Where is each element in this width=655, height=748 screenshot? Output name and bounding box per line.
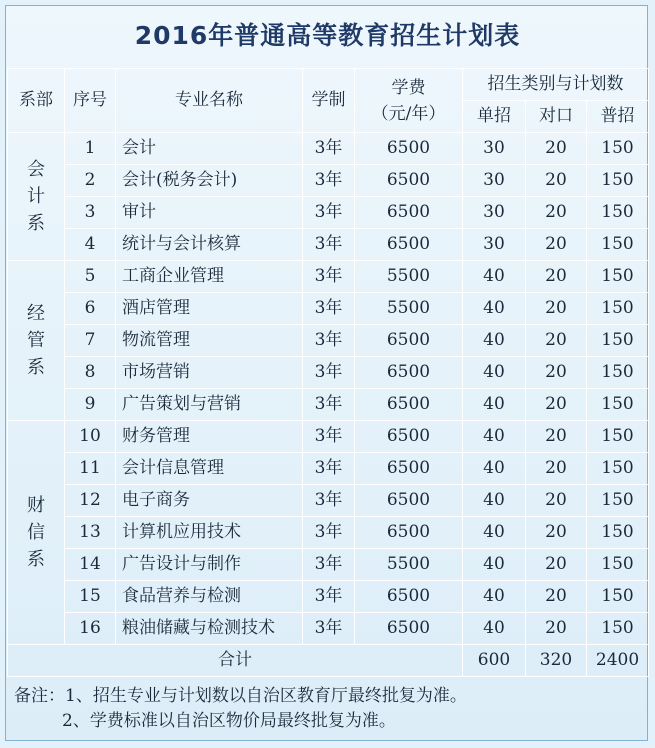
duration-cell: 3年 [303,453,355,485]
single-cell: 40 [463,293,526,325]
fee-cell: 6500 [355,421,463,453]
seq-cell: 7 [65,325,116,357]
dept-name: 财信系 [27,495,45,570]
major-cell: 广告设计与制作 [116,549,303,581]
fee-cell: 6500 [355,485,463,517]
general-cell: 150 [587,453,649,485]
notes [14,684,634,734]
fee-cell: 5500 [355,549,463,581]
seq-cell: 14 [65,549,116,581]
fee-cell: 6500 [355,517,463,549]
note-line-2: 2、学费标准以自治区物价局最终批复为准。 [62,711,396,731]
table-row [8,357,649,389]
table-row [8,229,649,261]
counterpart-cell: 20 [526,421,587,453]
duration-cell: 3年 [303,197,355,229]
dept-cell [8,261,65,421]
seq-cell: 15 [65,581,116,613]
duration-cell: 3年 [303,133,355,165]
major-cell: 会计信息管理 [116,453,303,485]
counterpart-cell: 20 [526,549,587,581]
counterpart-cell: 20 [526,261,587,293]
general-cell: 150 [587,581,649,613]
counterpart-cell: 20 [526,517,587,549]
total-general: 2400 [587,645,649,677]
seq-cell: 5 [65,261,116,293]
table-row [8,613,649,645]
counterpart-cell: 20 [526,485,587,517]
major-cell: 酒店管理 [116,293,303,325]
enrollment-plan-table [7,68,649,677]
header-major: 专业名称 [116,69,303,133]
fee-cell: 5500 [355,261,463,293]
general-cell: 150 [587,389,649,421]
fee-cell: 6500 [355,133,463,165]
header-duration: 学制 [303,69,355,133]
counterpart-cell: 20 [526,133,587,165]
seq-cell: 9 [65,389,116,421]
table-header-row [8,69,649,101]
single-cell: 40 [463,325,526,357]
fee-cell: 6500 [355,453,463,485]
duration-cell: 3年 [303,581,355,613]
general-cell: 150 [587,613,649,645]
general-cell: 150 [587,357,649,389]
major-cell: 审计 [116,197,303,229]
table-row [8,325,649,357]
seq-cell: 12 [65,485,116,517]
single-cell: 40 [463,517,526,549]
duration-cell: 3年 [303,293,355,325]
fee-cell: 6500 [355,325,463,357]
total-row [8,645,649,677]
page-title: 2016年普通高等教育招生计划表 [134,21,521,50]
major-cell: 统计与会计核算 [116,229,303,261]
duration-cell: 3年 [303,517,355,549]
counterpart-cell: 20 [526,453,587,485]
seq-cell: 1 [65,133,116,165]
table-row [8,261,649,293]
header-dept: 系部 [8,69,65,133]
table-row [8,197,649,229]
seq-cell: 3 [65,197,116,229]
major-cell: 市场营销 [116,357,303,389]
table-row [8,165,649,197]
seq-cell: 2 [65,165,116,197]
seq-cell: 10 [65,421,116,453]
single-cell: 30 [463,229,526,261]
header-plan-group: 招生类别与计划数 [463,69,649,101]
duration-cell: 3年 [303,485,355,517]
counterpart-cell: 20 [526,197,587,229]
major-cell: 粮油储藏与检测技术 [116,613,303,645]
dept-name: 经管系 [27,303,45,378]
counterpart-cell: 20 [526,165,587,197]
table-row [8,517,649,549]
seq-cell: 16 [65,613,116,645]
seq-cell: 6 [65,293,116,325]
single-cell: 40 [463,613,526,645]
single-cell: 40 [463,421,526,453]
seq-cell: 13 [65,517,116,549]
duration-cell: 3年 [303,389,355,421]
general-cell: 150 [587,165,649,197]
major-cell: 广告策划与营销 [116,389,303,421]
major-cell: 物流管理 [116,325,303,357]
major-cell: 工商企业管理 [116,261,303,293]
table-row [8,133,649,165]
dept-name: 会计系 [27,159,45,234]
fee-cell: 6500 [355,613,463,645]
seq-cell: 4 [65,229,116,261]
seq-cell: 8 [65,357,116,389]
duration-cell: 3年 [303,325,355,357]
single-cell: 40 [463,485,526,517]
general-cell: 150 [587,293,649,325]
single-cell: 40 [463,357,526,389]
header-seq: 序号 [65,69,116,133]
table-row [8,485,649,517]
single-cell: 40 [463,453,526,485]
major-cell: 电子商务 [116,485,303,517]
table-row [8,581,649,613]
duration-cell: 3年 [303,357,355,389]
major-cell: 会计 [116,133,303,165]
fee-cell: 6500 [355,229,463,261]
duration-cell: 3年 [303,165,355,197]
duration-cell: 3年 [303,421,355,453]
single-cell: 40 [463,549,526,581]
header-counterpart: 对口 [526,101,587,133]
major-cell: 计算机应用技术 [116,517,303,549]
major-cell: 会计(税务会计) [116,165,303,197]
dept-cell [8,133,65,261]
single-cell: 40 [463,581,526,613]
duration-cell: 3年 [303,549,355,581]
general-cell: 150 [587,421,649,453]
header-single: 单招 [463,101,526,133]
fee-cell: 6500 [355,357,463,389]
seq-cell: 11 [65,453,116,485]
table-row [8,421,649,453]
total-label: 合计 [8,645,463,677]
duration-cell: 3年 [303,229,355,261]
note-line-1: 备注：1、招生专业与计划数以自治区教育厅最终批复为准。 [14,686,467,706]
counterpart-cell: 20 [526,581,587,613]
counterpart-cell: 20 [526,229,587,261]
major-cell: 财务管理 [116,421,303,453]
single-cell: 40 [463,261,526,293]
single-cell: 30 [463,165,526,197]
dept-cell [8,421,65,645]
general-cell: 150 [587,517,649,549]
header-general: 普招 [587,101,649,133]
single-cell: 30 [463,197,526,229]
counterpart-cell: 20 [526,613,587,645]
general-cell: 150 [587,229,649,261]
counterpart-cell: 20 [526,325,587,357]
table-row [8,389,649,421]
fee-cell: 6500 [355,165,463,197]
total-single: 600 [463,645,526,677]
single-cell: 40 [463,389,526,421]
general-cell: 150 [587,485,649,517]
table-row [8,293,649,325]
counterpart-cell: 20 [526,357,587,389]
duration-cell: 3年 [303,261,355,293]
header-fee-label: 学费 （元/年） [371,77,446,124]
duration-cell: 3年 [303,613,355,645]
single-cell: 30 [463,133,526,165]
total-counterpart: 320 [526,645,587,677]
general-cell: 150 [587,261,649,293]
table-row [8,453,649,485]
general-cell: 150 [587,325,649,357]
fee-cell: 6500 [355,581,463,613]
fee-cell: 6500 [355,389,463,421]
counterpart-cell: 20 [526,293,587,325]
fee-cell: 6500 [355,197,463,229]
general-cell: 150 [587,197,649,229]
general-cell: 150 [587,549,649,581]
table-row [8,549,649,581]
counterpart-cell: 20 [526,389,587,421]
major-cell: 食品营养与检测 [116,581,303,613]
header-fee [355,69,463,133]
fee-cell: 5500 [355,293,463,325]
general-cell: 150 [587,133,649,165]
